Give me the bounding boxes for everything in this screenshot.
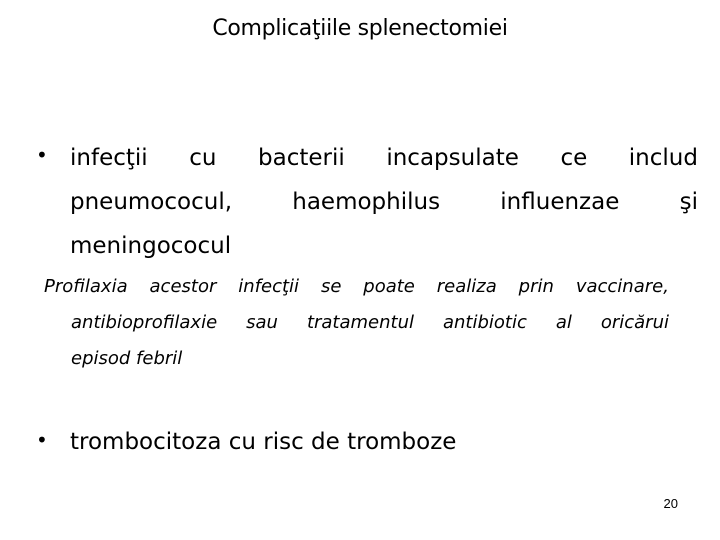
word: se (320, 276, 342, 297)
word: bacterii (258, 145, 345, 171)
word: cu (189, 145, 217, 171)
prophylaxis-line-1 (44, 276, 669, 310)
word: realiza (436, 276, 497, 297)
bullet-infections-line-3: meningococul (70, 233, 232, 259)
word: acestor (149, 276, 217, 297)
bullet-marker: • (36, 143, 48, 167)
word: antibioprofilaxie (71, 312, 218, 333)
word: includ (628, 145, 698, 171)
word: influenzae (500, 189, 620, 215)
word: poate (363, 276, 415, 297)
word: haemophilus (292, 189, 441, 215)
word: infecţii (70, 145, 148, 171)
bullet-infections-line-2 (70, 180, 698, 224)
word: tratamentul (306, 312, 414, 333)
word: infecţii (238, 276, 300, 297)
word: incapsulate (386, 145, 519, 171)
bullet-infections-line-1 (70, 136, 698, 180)
word: pneumococul, (70, 189, 233, 215)
word: oricărui (600, 312, 669, 333)
bullet-infections-text (70, 136, 698, 268)
word: al (555, 312, 572, 333)
page-number: 20 (663, 496, 678, 511)
prophylaxis-paragraph (44, 276, 669, 369)
slide-title: Complicaţiile splenectomiei (212, 16, 508, 41)
word: prin (518, 276, 554, 297)
word: şi (679, 189, 698, 215)
prophylaxis-line-3: episod febril (71, 348, 183, 369)
word: ce (560, 145, 588, 171)
word: sau (246, 312, 278, 333)
word: antibiotic (442, 312, 527, 333)
bullet-thrombocytosis-text: trombocitoza cu risc de tromboze (70, 429, 457, 455)
prophylaxis-line-2 (44, 312, 669, 346)
bullet-marker: • (36, 428, 48, 452)
word: vaccinare, (575, 276, 669, 297)
word: Profilaxia (44, 276, 128, 297)
